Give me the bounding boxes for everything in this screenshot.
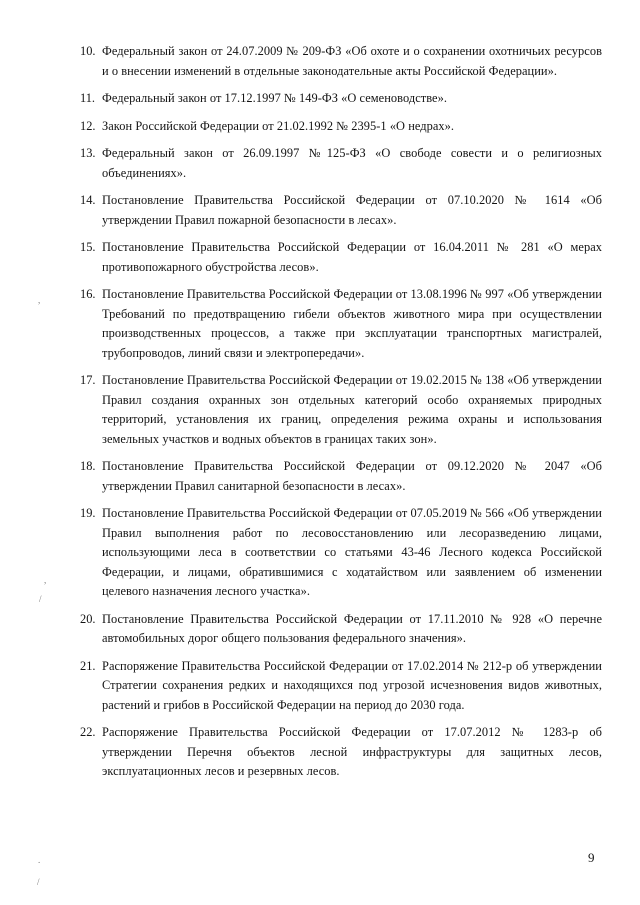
scan-speck: / <box>37 877 40 887</box>
item-number: 15. <box>80 240 96 254</box>
list-item <box>80 457 602 496</box>
scan-speck: , <box>38 295 41 305</box>
legal-acts-list <box>80 42 602 790</box>
item-number: 16. <box>80 287 96 301</box>
item-number: 12. <box>80 118 96 133</box>
scan-speck: / <box>39 594 42 604</box>
scan-speck: , <box>44 575 47 585</box>
item-number: 18. <box>80 459 96 473</box>
item-number: 22. <box>80 725 96 739</box>
item-number: 11. <box>80 91 96 105</box>
item-text: Постановление Правительства Российской Федерации от 09.12.2020 № 2047 «Об утверждении Правил санитарной безопасности в лесах». <box>102 459 602 493</box>
list-item <box>80 657 602 716</box>
list-item <box>80 42 602 81</box>
item-number: 21. <box>80 658 96 673</box>
item-text: Федеральный закон от 24.07.2009 № 209-ФЗ «Об охоте и о сохранении охотничьих ресурсов и о внесении изменений в отдельные законодательные акты Российской Федерации». <box>102 44 602 78</box>
item-text: Постановление Правительства Российской Федерации от 07.05.2019 № 566 «Об утверждении Правил выполнения работ по лесовосстановлению или лесоразведению лицами, использующими леса в соответствии со статьями 43-46 Лесного кодекса Российской Федерации, и лицами, обратившимися с ходатайством или заявлением об изменении целевого назначения лесного участка». <box>102 506 602 598</box>
list-item <box>80 238 602 277</box>
item-text: Федеральный закон от 17.12.1997 № 149-ФЗ «О семеноводстве». <box>102 91 447 105</box>
list-item <box>80 191 602 230</box>
list-item <box>80 89 602 109</box>
page-number: 9 <box>588 850 595 865</box>
list-item <box>80 117 602 137</box>
list-item <box>80 285 602 363</box>
item-text: Федеральный закон от 26.09.1997 №125-ФЗ «О свободе совести и о религиозных объединениях». <box>102 146 602 180</box>
list-item <box>80 610 602 649</box>
list-item <box>80 371 602 449</box>
item-text: Постановление Правительства Российской Федерации от 07.10.2020 № 1614 «Об утверждении Правил пожарной безопасности в лесах». <box>102 193 602 227</box>
item-text: Распоряжение Правительства Российской Федерации от 17.02.2014 № 212-р об утверждении Стратегии сохранения редких и находящихся под угрозой исчезновения видов животных, растений и грибов в Российской Федерации на период до 2030 года. <box>102 658 602 712</box>
item-text: Постановление Правительства Российской Федерации от 19.02.2015 № 138 «Об утверждении Правил создания охранных зон отдельных категорий особо охраняемых природных территорий, установления их границ, определения режима охраны и использования земельных участков и водных объектов в границах таких зон». <box>102 373 602 446</box>
item-text: Постановление Правительства Российской Федерации от 17.11.2010 № 928 «О перечне автомобильных дорог общего пользования федерального значения». <box>102 611 602 645</box>
item-number: 10. <box>80 44 96 58</box>
item-number: 20. <box>80 611 96 626</box>
scan-speck: . <box>38 855 41 865</box>
item-text: Закон Российской Федерации от 21.02.1992 № 2395-1 «О недрах». <box>102 118 455 133</box>
item-text: Распоряжение Правительства Российской Федерации от 17.07.2012 № 1283-р об утверждении Перечня объектов лесной инфраструктуры для защитных лесов, эксплуатационных лесов и резервных лесов. <box>102 725 602 778</box>
item-text: Постановление Правительства Российской Федерации от 16.04.2011 № 281 «О мерах противопожарного обустройства лесов». <box>102 240 602 274</box>
list-item <box>80 504 602 602</box>
item-number: 19. <box>80 506 96 520</box>
item-text: Постановление Правительства Российской Федерации от 13.08.1996 № 997 «Об утверждении Требований по предотвращению гибели объектов животного мира при осуществлении производственных процессов, а также при эксплуатации транспортных магистралей, трубопроводов, линий связи и электропередачи». <box>102 287 602 360</box>
item-number: 17. <box>80 373 96 387</box>
item-number: 13. <box>80 146 96 160</box>
list-item <box>80 723 602 782</box>
list-item <box>80 144 602 183</box>
item-number: 14. <box>80 193 96 207</box>
